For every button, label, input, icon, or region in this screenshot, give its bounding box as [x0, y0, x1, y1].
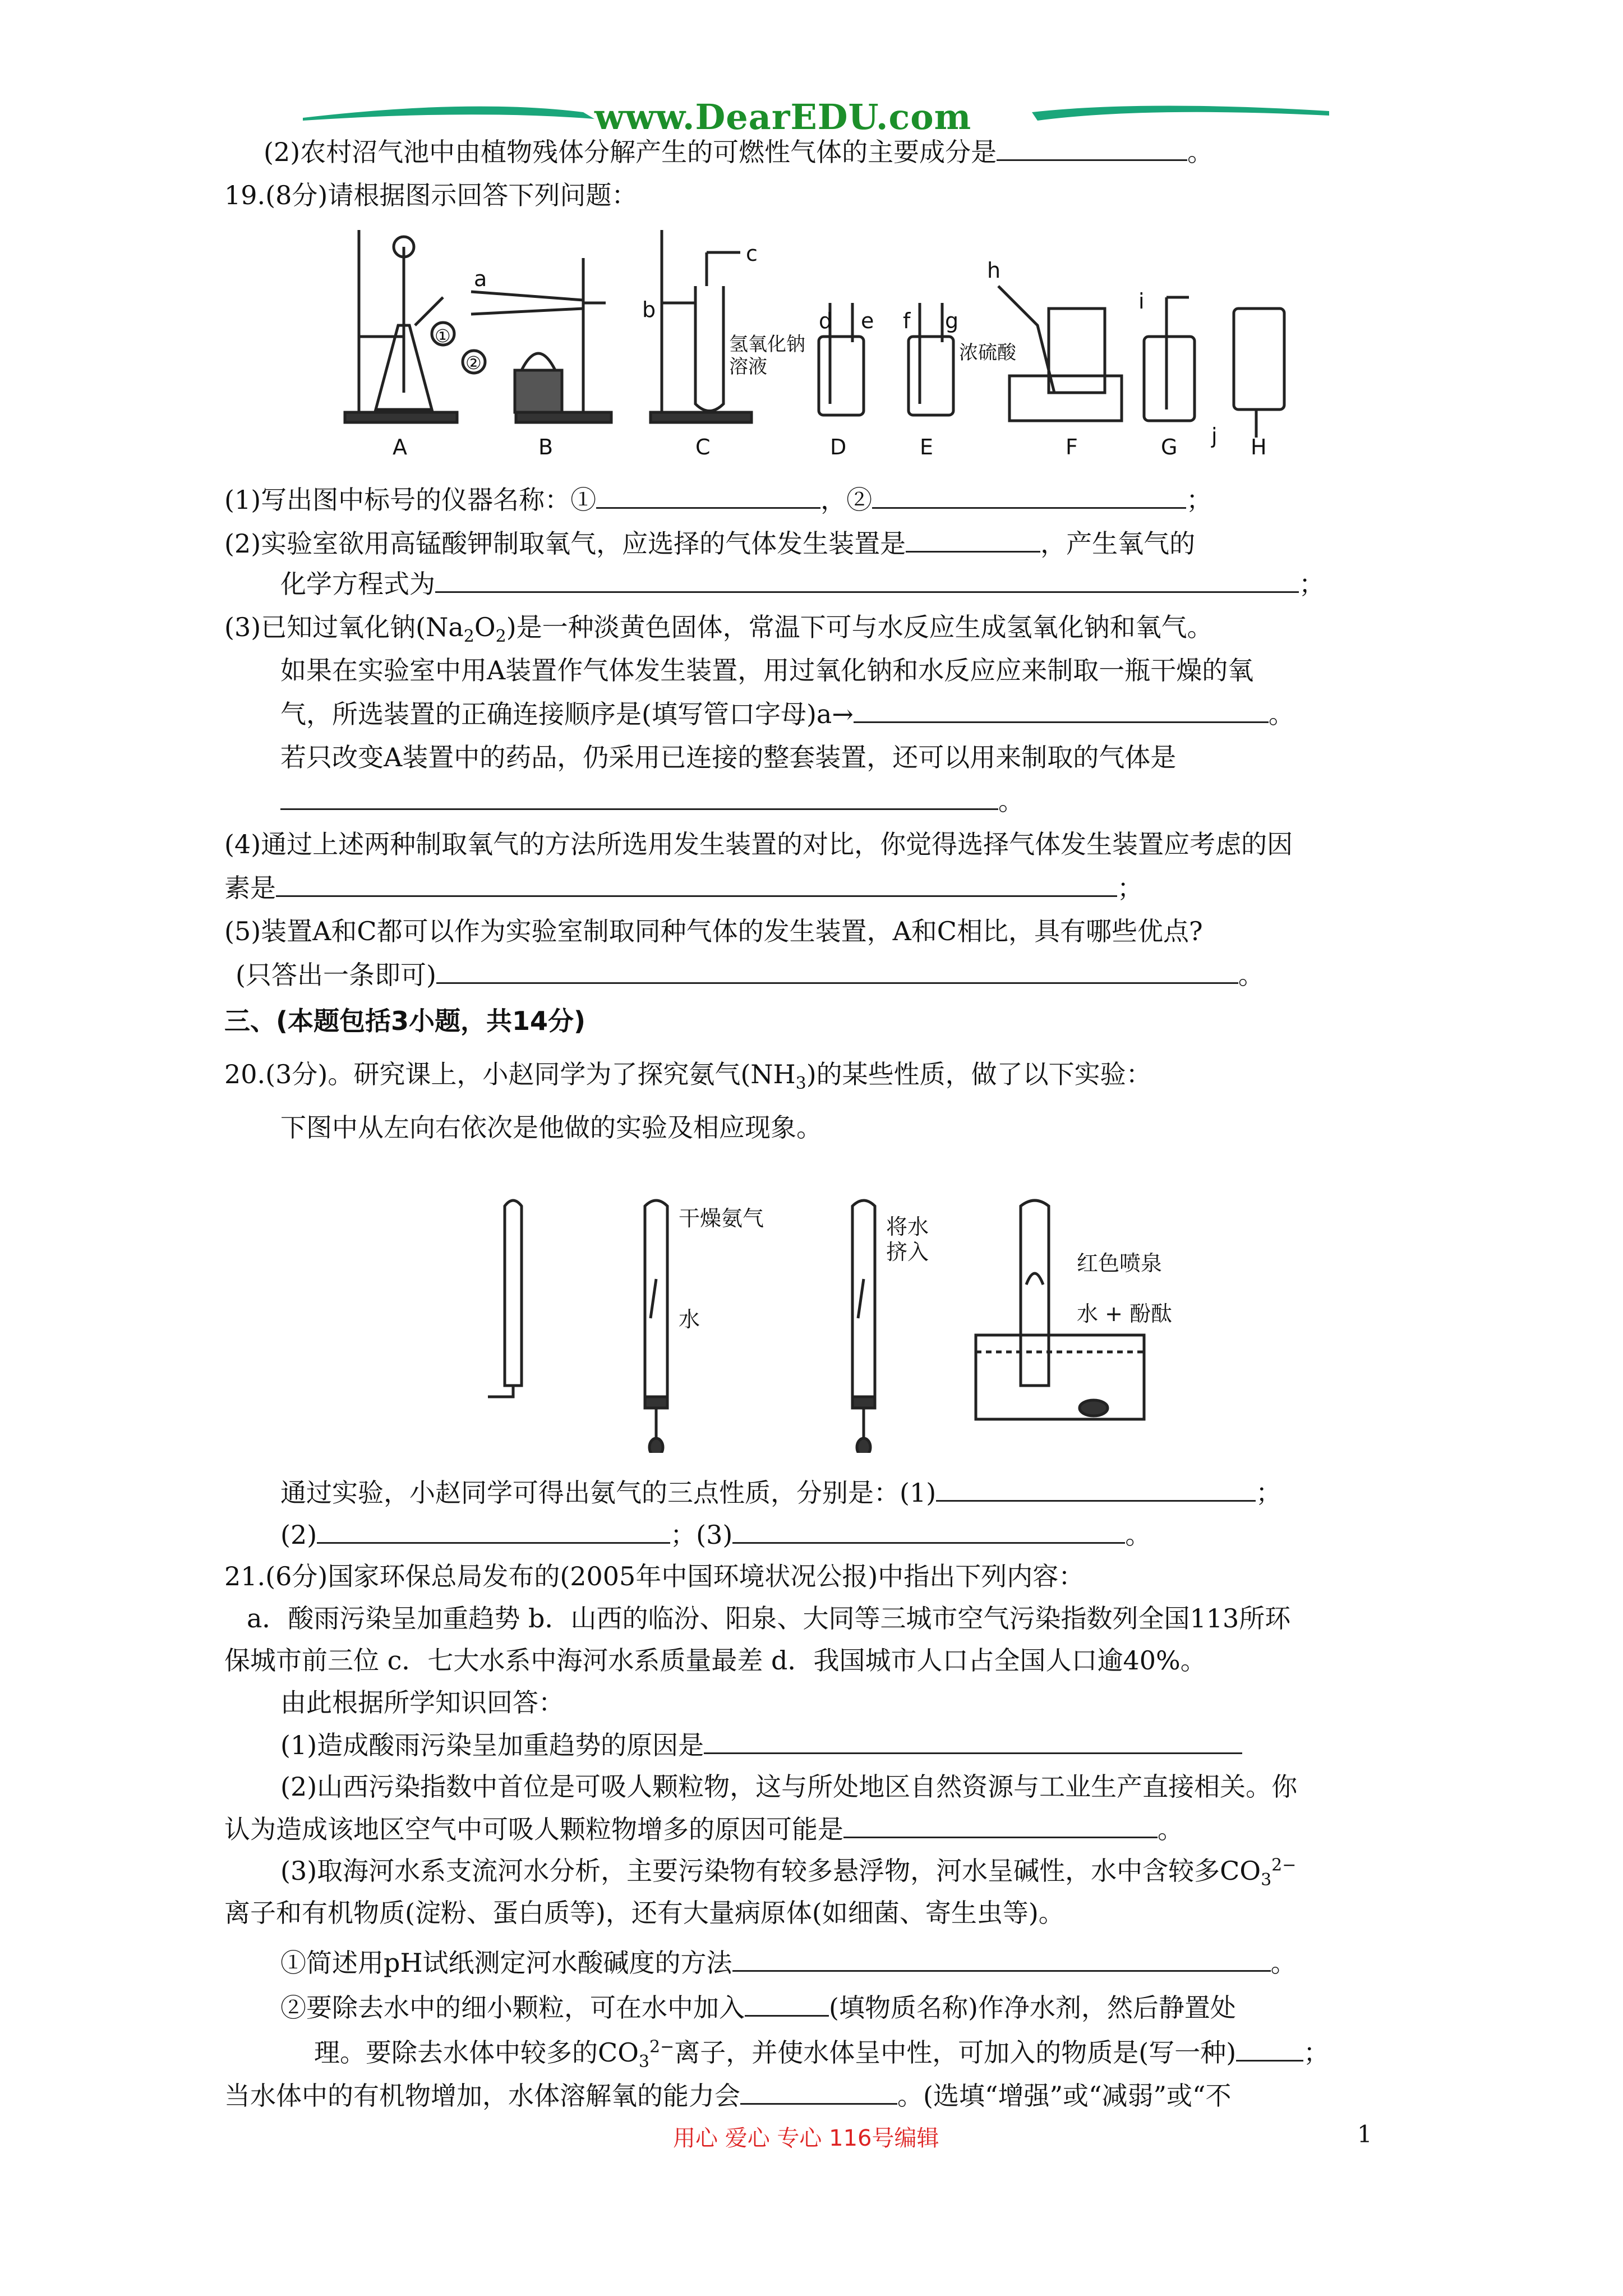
- q19-p4b-text: 素是: [224, 873, 276, 903]
- answer-blank[interactable]: [1236, 2035, 1303, 2062]
- q19-p3: [224, 610, 1213, 647]
- q21-p3-sup: 2−: [1271, 1855, 1297, 1875]
- phenol-label: 水 + 酚酞: [1077, 1301, 1172, 1326]
- q20-title-sub: 3: [795, 1074, 806, 1094]
- port-a: a: [474, 266, 487, 291]
- squeeze-label-1: 将水: [886, 1214, 929, 1239]
- q19-p3b: 如果在实验室中用A装置作气体发生装置，用过氧化钠和水反应应来制取一瓶干燥的氧: [280, 655, 1254, 685]
- q18-end: 。: [1187, 137, 1214, 167]
- q20-ans2-a: (2): [280, 1520, 317, 1550]
- port-c: c: [746, 241, 758, 266]
- answer-blank[interactable]: [596, 482, 820, 509]
- label-B: B: [538, 435, 554, 459]
- q21-p3-sub: 3: [1261, 1870, 1272, 1890]
- q21-p1: [280, 1728, 1242, 1762]
- q19-p3c: [280, 697, 1294, 731]
- q19-p3-sub2: 2: [495, 627, 506, 647]
- q21-p3e-sup: 2−: [649, 2037, 675, 2057]
- label-A: A: [393, 435, 407, 459]
- q20-title-c: )的某些性质，做了以下实验：: [806, 1059, 1152, 1089]
- q19-p3c-text: 气，所选装置的正确连接顺序是(填写管口字母)a→: [280, 699, 854, 729]
- answer-blank[interactable]: [843, 1812, 1158, 1838]
- port-h: h: [987, 258, 1001, 283]
- port-j: j: [1211, 424, 1218, 448]
- ammonia-fountain-diagram: [482, 1195, 1178, 1453]
- label-G: G: [1161, 435, 1178, 459]
- q20-desc: 下图中从左向右依次是他做的实验及相应现象。: [280, 1112, 822, 1143]
- q19-p2b-end: ；: [1299, 569, 1325, 599]
- answer-blank[interactable]: [872, 482, 1186, 509]
- port-e: e: [861, 309, 874, 333]
- marker-1: ①: [435, 325, 451, 347]
- answer-blank[interactable]: [435, 567, 1299, 593]
- q19-p3-a: (3)已知过氧化钠(Na: [224, 612, 464, 642]
- section3-title: 三、(本题包括3小题，共14分): [224, 1006, 586, 1036]
- label-C: C: [695, 435, 711, 459]
- answer-blank[interactable]: [745, 1990, 829, 2017]
- q19-p2-text: (2)实验室欲用高锰酸钾制取氧气，应选择的气体发生装置是: [224, 528, 906, 559]
- dry-ammonia-label: 干燥氨气: [679, 1206, 764, 1231]
- q21-items1: a．酸雨污染呈加重趋势 b．山西的临汾、阳泉、大同等三城市空气污染指数列全国113所环: [247, 1603, 1291, 1634]
- site-url[interactable]: www.DearEDU.com: [594, 96, 972, 137]
- label-D: D: [830, 435, 847, 459]
- q19-p4b-end: ；: [1117, 873, 1143, 903]
- q19-p3-sub1: 2: [463, 627, 474, 647]
- q21-p2b-text: 认为造成该地区空气中可吸人颗粒物增多的原因可能是: [224, 1814, 843, 1844]
- q19-p1-end: ；: [1186, 485, 1212, 515]
- q21-title: 21.(6分)国家环保总局发布的(2005年中国环境状况公报)中指出下列内容：: [224, 1561, 1085, 1591]
- naoh-label-2: 溶液: [729, 356, 767, 378]
- q21-p3-a: (3)取海河水系支流河水分析，主要污染物有较多悬浮物，河水呈碱性，水中含较多CO: [280, 1856, 1261, 1886]
- q21-p3c-text: ①简述用pH试纸测定河水酸碱度的方法: [280, 1948, 732, 1978]
- q21-p2b-end: 。: [1158, 1814, 1183, 1844]
- q21-p2b: [224, 1812, 1183, 1846]
- naoh-label-1: 氢氧化钠: [729, 333, 805, 356]
- q21-p3e: [314, 2035, 1330, 2072]
- q21-items2: 保城市前三位 c．七大水系中海河水系质量最差 d．我国城市人口占全国人口逾40%。: [224, 1645, 1206, 1676]
- q20-title-a: 20.(3分)。研究课上，小赵同学为了探究氨气(NH: [224, 1059, 796, 1089]
- page-number: 1: [1357, 2120, 1372, 2148]
- answer-blank[interactable]: [732, 1945, 1271, 1972]
- q20-ans1: [280, 1475, 1281, 1510]
- q21-p2: (2)山西污染指数中首位是可吸人颗粒物，这与所处地区自然资源与工业生产直接相关。你: [280, 1772, 1298, 1802]
- q21-p3c: [280, 1945, 1297, 1980]
- site-header: [303, 95, 1329, 140]
- q19-p1-mid: ，②: [820, 485, 873, 515]
- answer-blank[interactable]: [740, 2078, 897, 2105]
- q19-p3-e: )是一种淡黄色固体，常温下可与水反应生成氢氧化钠和氧气。: [506, 612, 1213, 642]
- marker-2: ②: [465, 352, 482, 374]
- answer-blank[interactable]: [732, 1517, 1125, 1544]
- q19-p2b-text: 化学方程式为: [280, 569, 435, 599]
- squeeze-label-2: 挤入: [886, 1240, 929, 1264]
- q21-p3: [280, 1854, 1296, 1888]
- q19-p1: [224, 482, 1212, 517]
- answer-blank[interactable]: [936, 1475, 1256, 1502]
- q19-p5: (5)装置A和C都可以作为实验室制取同种气体的发生装置，A和C相比，具有哪些优点?: [224, 916, 1203, 946]
- q19-p5b-text: (只答出一条即可): [236, 960, 436, 990]
- lab-apparatus-diagram: [336, 224, 1301, 460]
- q20-ans1-end: ；: [1256, 1478, 1282, 1508]
- answer-blank[interactable]: [280, 784, 998, 810]
- answer-blank[interactable]: [704, 1728, 1242, 1754]
- port-i: i: [1138, 289, 1145, 314]
- q21-p3d-text: ②要除去水中的细小颗粒，可在水中加入: [280, 1993, 745, 2023]
- acid-label: 浓硫酸: [959, 342, 1016, 364]
- port-g: g: [945, 309, 959, 333]
- fountain-label: 红色喷泉: [1077, 1251, 1163, 1276]
- water-label: 水: [679, 1307, 700, 1332]
- q19-p3e-end: 。: [998, 786, 1024, 816]
- q21-p3e-end: ；: [1303, 2037, 1330, 2068]
- q21-p3f-end: 。(选填“增强”或“减弱”或“不: [897, 2081, 1232, 2111]
- q21-p3f: [224, 2078, 1232, 2113]
- q20-ans1-text: 通过实验，小赵同学可得出氨气的三点性质，分别是：(1): [280, 1478, 937, 1508]
- q19-p2: [224, 526, 1195, 560]
- answer-blank[interactable]: [906, 526, 1040, 553]
- q21-p3e-b: 离子，并使水体呈中性，可加入的物质是(写一种): [674, 2037, 1237, 2068]
- q20-ans2: [280, 1517, 1151, 1552]
- label-E: E: [920, 435, 934, 459]
- q20-ans2-b: ；(3): [670, 1520, 733, 1550]
- answer-blank[interactable]: [436, 958, 1238, 984]
- q19-p5b-end: 。: [1238, 960, 1264, 990]
- q19-p2-end: ，产生氧气的: [1040, 528, 1196, 559]
- q18-part2: [264, 135, 1213, 169]
- label-F: F: [1066, 435, 1078, 459]
- q21-p1-text: (1)造成酸雨污染呈加重趋势的原因是: [280, 1730, 704, 1760]
- q21-p3f-text: 当水体中的有机物增加，水体溶解氧的能力会: [224, 2081, 740, 2111]
- q20-title: [224, 1057, 1152, 1094]
- q19-p3-c: O: [474, 612, 496, 642]
- answer-blank[interactable]: [854, 697, 1269, 723]
- q19-p3d: 若只改变A装置中的药品，仍采用已连接的整套装置，还可以用来制取的气体是: [280, 742, 1177, 772]
- q19-p4b: [224, 871, 1143, 905]
- q21-lead: 由此根据所学知识回答：: [280, 1687, 564, 1718]
- q19-p2b: [280, 567, 1325, 601]
- footer-text: 用心 爱心 专心 116号编辑: [673, 2125, 939, 2151]
- q19-p5b: [236, 958, 1264, 992]
- q19-p3c-end: 。: [1268, 699, 1294, 729]
- q21-p3d: [280, 1990, 1236, 2024]
- answer-blank[interactable]: [997, 135, 1187, 161]
- q19-p4: (4)通过上述两种制取氧气的方法所选用发生装置的对比，你觉得选择气体发生装置应考虑的因: [224, 829, 1293, 859]
- q19-p3e: [280, 784, 1024, 818]
- q21-p3e-sub: 3: [638, 2052, 650, 2072]
- q19-title: 19.(8分)请根据图示回答下列问题：: [224, 180, 638, 210]
- q18-text: (2)农村沼气池中由植物残体分解产生的可燃性气体的主要成分是: [264, 137, 997, 167]
- q21-p3e-a: 理。要除去水体中较多的CO: [314, 2037, 639, 2068]
- port-b: b: [642, 297, 656, 322]
- q21-p3c-end: 。: [1270, 1948, 1297, 1978]
- label-H: H: [1251, 435, 1267, 459]
- q21-p3d-end: (填物质名称)作净水剂，然后静置处: [829, 1993, 1236, 2023]
- port-f: f: [903, 309, 911, 333]
- port-d: d: [819, 309, 833, 333]
- q20-ans2-end: 。: [1125, 1520, 1151, 1550]
- answer-blank[interactable]: [276, 871, 1117, 897]
- answer-blank[interactable]: [317, 1517, 670, 1544]
- q19-p1-text: (1)写出图中标号的仪器名称：①: [224, 485, 597, 515]
- q21-p3b: 离子和有机物质(淀粉、蛋白质等)，还有大量病原体(如细菌、寄生虫等)。: [224, 1898, 1064, 1928]
